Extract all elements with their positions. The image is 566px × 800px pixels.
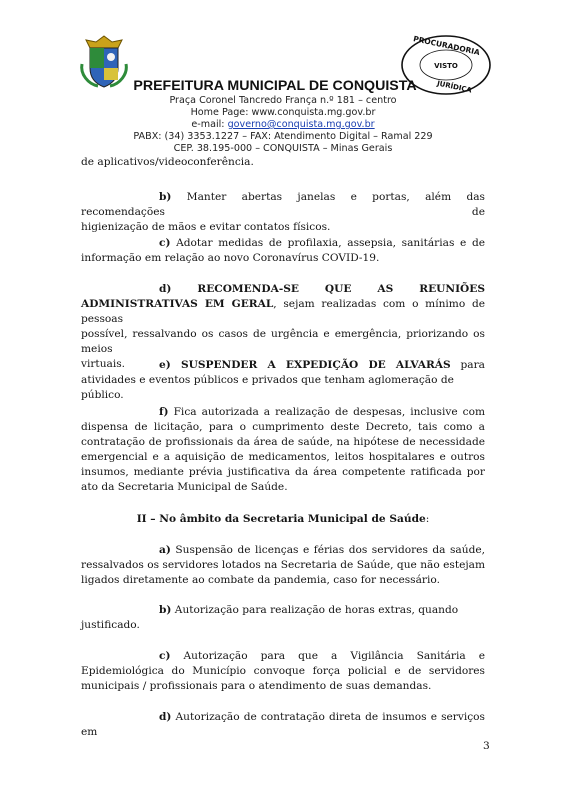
municipal-crest-logo bbox=[78, 34, 130, 90]
paragraph-text: higienização de mãos e evitar contatos físicos. bbox=[81, 221, 331, 233]
item-label: b) bbox=[159, 604, 172, 616]
section-item-d bbox=[81, 710, 485, 740]
paragraph-text: Autorização para que a Vigilância Sanitária e bbox=[170, 650, 485, 662]
paragraph-e bbox=[81, 358, 485, 403]
svg-text:JURÍDICA: JURÍDICA bbox=[436, 79, 473, 95]
recommendation-subject: ADMINISTRATIVAS EM GERAL bbox=[81, 298, 274, 310]
section-heading-text: II – No âmbito da Secretaria Municipal de Saúde bbox=[136, 513, 426, 525]
paragraph-text: Adotar medidas de profilaxia, assepsia, sanitárias e de bbox=[170, 237, 485, 249]
paragraph-text: Suspensão de licenças e férias dos servidores da saúde, bbox=[170, 544, 485, 556]
letterhead-phone: PABX: (34) 3353.1227 – FAX: Atendimento Digital – Ramal 229 bbox=[133, 131, 433, 142]
paragraph-text: Autorização para realização de horas extras, quando bbox=[171, 604, 459, 616]
paragraph-text: dispensa de licitação, para o cumprimento deste Decreto, tais como a contratação de profissionais da área de saúde, na hipótese de necessidade emergencial e a aquisição de medicamentos, leitos hospitalares e outros insumos, mediante prévia justificativa da área competente ratificada por ato da Secretaria Municipal de Saúde. bbox=[81, 421, 485, 493]
svg-text:PROCURADORIA: PROCURADORIA bbox=[412, 34, 481, 58]
paragraph-c bbox=[81, 236, 485, 266]
section-item-a bbox=[81, 543, 485, 588]
item-label: d) bbox=[159, 711, 172, 723]
letterhead-title: PREFEITURA MUNICIPAL DE CONQUISTA bbox=[133, 78, 417, 94]
page-number: 3 bbox=[483, 740, 490, 752]
item-label: b) bbox=[159, 191, 172, 203]
paragraph-text: possível, ressalvando os casos de urgência e emergência, priorizando os meios bbox=[81, 328, 485, 355]
email-link[interactable]: governo@conquista.mg.gov.br bbox=[227, 119, 375, 130]
item-label: c) bbox=[159, 237, 171, 249]
letterhead-email-line bbox=[118, 119, 448, 130]
paragraph-text: Epidemiológica do Município convoque força policial e de servidores municipais / profissionais para o atendimento de suas demandas. bbox=[81, 665, 485, 692]
section-item-b bbox=[81, 603, 485, 633]
section-item-c bbox=[81, 649, 485, 694]
paragraph-text: virtuais. bbox=[81, 358, 126, 370]
paragraph-text: ressalvados os servidores lotados na Secretaria de Saúde, que não estejam ligados diretamente ao combate da pandemia, caso for necessário. bbox=[81, 559, 485, 586]
paragraph-b bbox=[81, 190, 485, 235]
section-heading bbox=[81, 512, 485, 527]
paragraph-text: Manter abertas janelas e portas, além das recomendações de bbox=[81, 191, 485, 218]
letterhead-cep: CEP. 38.195-000 – CONQUISTA – Minas Gerais bbox=[173, 143, 393, 154]
paragraph-text: , sejam realizadas com o mínimo de pessoas bbox=[81, 298, 485, 325]
paragraph-text: atividades e eventos públicos e privados que tenham aglomeração de público. bbox=[81, 374, 454, 401]
paragraph-text: Fica autorizada a realização de despesas, inclusive com bbox=[168, 406, 485, 418]
item-label: c) bbox=[159, 650, 171, 662]
paragraph-text: informação em relação ao novo Coronavírus COVID-19. bbox=[81, 252, 380, 264]
paragraph-f bbox=[81, 405, 485, 495]
letterhead-homepage: Home Page: www.conquista.mg.gov.br bbox=[190, 107, 376, 118]
letterhead-address: Praça Coronel Tancredo França n.º 181 – centro bbox=[169, 95, 397, 106]
section-heading-colon: : bbox=[425, 513, 430, 525]
paragraph-text: justificado. bbox=[81, 619, 140, 631]
paragraph-text: para bbox=[450, 359, 485, 371]
paragraph-continuation: de aplicativos/videoconferência. bbox=[81, 156, 254, 168]
svg-text:VISTO: VISTO bbox=[434, 62, 458, 70]
suspension-heading: e) SUSPENDER A EXPEDIÇÃO DE ALVARÁS bbox=[159, 359, 451, 371]
email-label: e-mail: bbox=[191, 119, 228, 130]
recommendation-heading: d) RECOMENDA-SE QUE AS REUNIÕES bbox=[159, 283, 485, 295]
paragraph-text: Autorização de contratação direta de insumos e serviços em bbox=[81, 711, 485, 738]
item-label: a) bbox=[159, 544, 171, 556]
item-label: f) bbox=[159, 406, 169, 418]
